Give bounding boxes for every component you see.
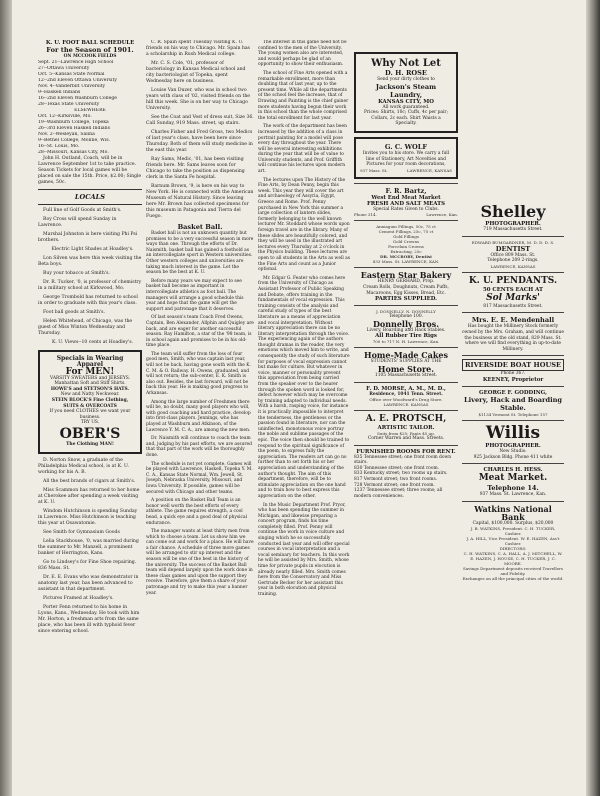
godding-sub: Livery, Hack and Boarding Stable.: [463, 395, 563, 412]
protsch-sub: ARTISTIC TAILOR.: [377, 425, 435, 432]
bartz-city: Lawrence, Kan.: [426, 212, 458, 218]
parties-supplied: PARTIES SUPPLIED.: [374, 296, 438, 303]
local-item: Foot ball goods at Smith's.: [43, 309, 105, 315]
bartz-heading: FRESH AND SALT MEATS: [366, 200, 446, 207]
obers-tagline: The Clothing MAN!: [66, 441, 114, 447]
donnelly-people: J. DONNELLY. N. DONNELLY: [376, 309, 436, 315]
protsch-name: A. E. PROTSCH,: [365, 414, 447, 425]
game-item: 9--Bethel College, Moline, Wis.: [38, 137, 111, 143]
specials-line: HOWE'S and STETSON'S HATS.: [50, 386, 130, 392]
laundry-ad: [354, 52, 458, 133]
article-paragraph: Before many years we may expect to see basket ball become as important in intercollegiate athletics as foot ball. The managers will arrange a good schedule this year and hope that the game will get the support and patronage that it deserves.: [146, 278, 244, 312]
bakery-items: Cream Rolls, Doughnuts, Cream Puffs, Macaroons, Egg Kisses, Bread, Etc.: [363, 284, 449, 296]
price-item: Porcelain Crowns: [388, 244, 424, 250]
donnelly-sub: Livery, Boarding and Hack Stables.: [366, 327, 446, 333]
schedule-note: John H. Outland, Coach, will be in Lawrence September 1st to take practice. Season Tickets for local games will be placed on sale the 15th. Price, $2.00; Single games, 50c.: [38, 155, 142, 185]
local-item: Lon Silven was here this week visiting the Beta boys.: [38, 255, 142, 267]
divider: [38, 204, 142, 205]
protsch-address: Corner Warren and Mass. Streets.: [367, 436, 445, 442]
shelley-ad: [462, 200, 564, 236]
willis-name: Willis: [485, 422, 541, 443]
game-item: Nov. 4--Vanderbilt University: [38, 83, 106, 89]
game-list: [38, 60, 142, 156]
donnelly-tires: All Rubber Tire Rigs: [375, 333, 437, 340]
bakery-owner: HENRY GERHARD, Prop.: [377, 279, 435, 285]
football-place: ON MCCOOK FIELDS: [63, 54, 117, 59]
local-item: Full line of Golf Goods at Smith's.: [43, 207, 122, 213]
boat-house-name: RIVERSIDE BOAT HOUSE: [462, 359, 564, 371]
game-item: 12--2nd Eleven Ottawa University: [38, 77, 117, 83]
column-2: [146, 40, 254, 599]
boat-house-ad: [462, 355, 564, 386]
godding-name: GEORGE F. GODDING,: [479, 389, 547, 396]
bartz-phone: Phone 314.: [354, 212, 377, 218]
bank-officer-line: C. H. WATKINS, C. A. HALL, A. J. MITCHELL, W. E. HAZEN, J. HOUSE, C. H. TUCKER, J. C. MOORE.: [463, 551, 563, 567]
wolf-ad: [354, 137, 458, 179]
game-item: Nov. 2--Wesleyan, Salina: [38, 131, 95, 137]
morse-office: Office over Woodward's Drug Store.: [369, 397, 443, 403]
rose-line: Send your dirty clothes to: [377, 77, 435, 82]
bank-officer-line: J. A. HILL, Vice President. W. E. HAZEN, Ass't Cashier.: [466, 536, 560, 547]
game-item: Oct. 12--Kirksville, Mo.: [38, 113, 92, 119]
bank-name: Watkins National Bank: [474, 503, 552, 522]
basketball-heading: Basket Ball.: [177, 223, 223, 231]
specials-line: Manhattan Soft and Stiff Shirts.: [54, 381, 126, 387]
laundry-city: KANSAS CITY, MO: [378, 98, 434, 105]
local-item: Go to Lindsey's for Fine Shoe repairing. 836 Mass. St.: [38, 559, 137, 571]
shelley-sub: PHOTOGRAPHER.: [485, 221, 541, 227]
morse-city: LAWRENCE. KANSAS: [383, 402, 429, 408]
room-item: 830 Tennessee street; one front room.: [354, 465, 440, 471]
bakery-ad: [354, 267, 458, 305]
local-item: Electric Light Shades at Hoadley's.: [51, 246, 134, 252]
donnelly-ad: [354, 305, 458, 347]
morse-ad: [354, 382, 458, 411]
game-item: 16--2nd Eleven Washburn College: [38, 95, 117, 101]
hess-ad: [462, 463, 564, 501]
column-3: [258, 40, 350, 601]
hess-name: CHARLES H. HESS.: [483, 467, 543, 474]
book-binding-right: [586, 0, 600, 796]
price-item: Anniagum Fillings, 50c, 75 ct: [376, 224, 436, 230]
specials-line: STEIN BLOCK'S Fine Clothing, SUITS & OVERCOATS: [51, 397, 129, 409]
local-item: Porter Fenn returned to his home in Lyons, Kans., Wednesday. He took with him Mr. Horton, a freshman arts from the same place, who has been ill with typhoid fever since entering school.: [38, 604, 140, 634]
bank-officer-line: Exchanges on all the principal cities of the world.: [462, 576, 564, 582]
locals-heading: LOCALS: [74, 192, 106, 201]
article-paragraph: Mr. Edgar G. Feater who comes here from the University of Chicago as Assistant Professor of Public Speaking and Debate, offers training in the fundamentals of vocal expression. This training consists of the analysis and careful study of types of the best literature as a means of appreciation and vocal interpretation. Without literary appreciation there can be no literary interpretation through the voice. The experiencing again of the authors thought dramas in the reader, the very emotions which moved him to write, and consequently the study of such literature for purposes of vocal expression cannot but make for culture. But whatever in voice, manner or personality prevent this appreciation from being carried from the speaker over to the hearer through the spoken word is looked for, defect however which may be overcome by training adapted to individual needs. With a harsh, rasping voice, for instance it is practically impossible to interpret the tenderness, the gentleness or the passion found in literature, nor can the uninflected, monotonous voice portray the noble and sublime passages of the epic. The voice then should be trained to respond to the spiritual significance of the poem, to express fully the appreciation. The readers art can go no further than to set forth his or her appreciation and understanding of the author's thought. The aim of this department, therefore, will be to stimulate appreciation on the one hand and to train how to best express this appreciation on the other.: [258, 275, 350, 499]
wolf-name: G. C. WOLF: [384, 142, 428, 151]
bank-officer-line: Savings Department deposits received Travellers and Fidelity.: [462, 566, 564, 577]
bank-capital: Capital, $100,000. Surplus, $20,000: [472, 520, 554, 526]
dentist-address: 833 Mass. St. LAWRENCE, KAN.: [372, 259, 440, 265]
article-paragraph: Basket ball is not an unknown quantity but promises to be a very successful season in more ways than one. Through the efforts of Dr. Naismith, basket ball has gained a foothold as an intercollegiate sport in Western universities. Other western colleges and universities are taking much interest in the game. Let the season be the best at K. U.: [146, 231, 254, 276]
price-item: Gold Fillings: [393, 234, 419, 240]
football-season: For the Season of 1901.: [46, 46, 134, 54]
room-item: 835 Tennessee street; one front room down stairs.: [354, 454, 452, 466]
shelley-name: Shelley: [480, 202, 546, 221]
local-item: Lelia Stackhouse, '0, was married during the summer to Mr. Manzell, a prominent banker of Herrington, Kans.: [38, 538, 139, 556]
pennants-price: 50 CENTS EACH AT: [483, 286, 543, 293]
local-item: Barnum Brown, '9, is here on his way to New York. He is connected with the American Museum of Natural History. Since leaving here Mr. Brown has collected specimens for this museum in Patagonia and Tierra del Fuego.: [146, 184, 254, 219]
donnelly-phone: Telephone 100.: [388, 314, 424, 320]
obers-advertisement: [38, 350, 142, 454]
homemade-store: Home Store.: [377, 363, 435, 374]
bank-officer-line: DIRECTORS:: [499, 546, 527, 552]
bartz-footer: [354, 212, 458, 217]
game-item: 19--Washburn College, Topeka: [38, 119, 109, 125]
article-paragraph: The school of Fine Arts opened with a remarkable enrollment, more than doubling that of last year, up to the present time. While all the departments of the school feel the increase, that of Drawing and Painting is the chief gainer more students having begun their work in this school than the whole comprised the total enrollment for last year.: [258, 70, 349, 121]
game-item: 9--Haskell Indians: [38, 89, 81, 95]
game-item: 27--Ottawa University: [38, 65, 90, 71]
bartz-ad: [354, 183, 458, 221]
rose-line: All work guaranteed.: [382, 104, 430, 110]
dentist-name: DR. MCCRORY, Dentist: [380, 254, 432, 260]
bumgardner-ad: [462, 236, 564, 272]
wolf-city: LAWRENCE, KANSAS: [406, 167, 452, 173]
pennants-ad: [462, 272, 564, 313]
godding-address: $1134 Vermont St. Telephone 157: [478, 411, 548, 417]
local-item: Helen Whitehead, of Chicago, was the guest of Miss Winton Wednesday and Thursday.: [38, 318, 133, 336]
willis-address: 925 Jackson Bldg. Phone 411 white: [473, 454, 553, 460]
dentist2-name: EDWARD BUMGARDNER, M. D. D. D. S.: [471, 239, 555, 245]
homemade-name: Home-Made Cakes: [364, 350, 448, 361]
specials-heading: Specials in Wearing Apparel: [56, 354, 124, 368]
dentist2-phone: Telephone 209 2-rings.: [487, 258, 539, 264]
protsch-ad: [354, 410, 458, 445]
donnelly-address: 700 to 717 N. H. Lawrence, Kan.: [372, 339, 440, 345]
divider: [38, 189, 142, 190]
column-1: [38, 40, 142, 638]
pennants-name: K. U. PENDANTS.: [468, 275, 558, 286]
local-item: Marshal Johnston is here visiting Phi Psi brothers.: [38, 231, 138, 243]
game-item: 28--Texas State University: [38, 101, 100, 107]
football-schedule-title: K. U. FOOT BALL SCHEDULE: [45, 40, 135, 46]
pennants-store: Sol Marks': [486, 292, 540, 303]
article-paragraph: The interest in this game need not be confined to the men of the University. The young women also are interested, and would perhaps be glad of an opportunity to show their enthusiasm.: [258, 40, 347, 68]
laundry-name: Jackson's Steam Laundry,: [375, 82, 437, 99]
article-paragraph: Of last season's team Coach Fred Owens, Captain, Ben Alexander, Allphin and Quigley are back, and are eager for another successful season. Ray Hamilton, a star of the '98 team, is in school again and promises to be in his old-time place.: [146, 315, 254, 349]
local-item: K. U. Views--10 cents at Hoadley's.: [51, 339, 134, 345]
specials-line: If you need CLOTHES we want your business.: [49, 409, 131, 420]
article-paragraph: The manager wants at least thirty men from which to choose a team. Let us show him we can come out and work for a place. He will have a fair chance. A schedule of three more games will be arranged to stir up interest and the season will be one of the best in the history of the university. The success of the Basket Ball team will depend largely upon the work done in these class games and upon the support they receive. Therefore, give them a share of your patronage and try to make this year a banner year.: [146, 529, 254, 596]
price-item: Cement Fillings, 25c, 75 ct: [378, 229, 434, 235]
local-item: Miss Scammon has returned to her home at Cherokee after spending a week visiting at K. U.: [38, 487, 140, 505]
protsch-suits: Suits from $25; Pants $5 up.: [377, 431, 435, 437]
room-item: 1237 Tennessee street; three rooms; all modern conveniences.: [354, 488, 443, 499]
local-item: See Smith for Gymnasium Goods: [43, 529, 120, 535]
wolf-footer: [360, 168, 452, 173]
godding-ad: [462, 386, 564, 420]
local-item: Mr. C. S. Cole, '01, professor of bacteriology in Kansas Medical school and city bacteriologist of Topeka, spent Wednesday here on business.: [146, 61, 246, 84]
book-binding-left: [0, 0, 12, 796]
mendenhall-name: Mrs. E. E. Mendenhall: [471, 316, 555, 325]
why-not-heading: Why Not Let: [371, 58, 441, 69]
article-paragraph: The schedule is not yet complete. Games will be played with Lawrence, Haskell, Topeka Y. M. C. A., Kansas State Normal, Wm. Jewell, St. Joseph, Nebraska University, Missouri, and Iowa University. If possible, games will be secured with Chicago and other teams.: [146, 461, 253, 495]
hess-sub: Meat Market.: [478, 473, 548, 484]
game-item: 28--Missouri, Kansas City, Mo.: [38, 149, 109, 155]
homemade-address: 1105 Massachusetts Street.: [374, 372, 438, 378]
local-item: See the Coat and Vest of dress suit, Size 36. Call Sunday, 919 Mass. street, up stairs.: [146, 115, 254, 126]
bank-officer-line: J. B. WATKINS, President. C. H. TUCKER, Cashier.: [470, 526, 556, 537]
specials-line: TRY US.: [80, 420, 100, 426]
specials-line: New and Natty Neckwear.: [60, 392, 120, 398]
for-men: For MEN!: [65, 366, 115, 377]
bartz-sub: West End Meat Market: [371, 194, 441, 201]
homemade-ad: [354, 347, 458, 381]
local-item: Ray Sams, Medic, '01, has been visiting friends here. Mr. Sams leaves soon for Chicago to take the position as dispensing clerk in the Santa Fe hospital.: [146, 157, 245, 180]
article-paragraph: The lectures upon The History of the Fine Arts, by Dean Penny, begin this week. This year they will cover the art and archaeology of Assyria, Egypt, Greece and Rome. Prof. Penny purchased in New York this summer a large collection of lantern slides, formerly belonging to the well known lecturer Mr. Stoddard whose words upon foreign travel are in the library. Many of these slides are beautifully colored, and they will be used in the illustrated art lectures every Thursday at 2 o'clock in the Physics building. These lectures are open to all students in the Arts as well as the Fine Arts and count as a Junior optional.: [258, 177, 350, 273]
wolf-text: Invites you to his store. We carry a full line of Stationery, Art Novelties and Pictures for your room decorations,: [362, 150, 450, 168]
local-item: Dr. E. E. Evans who was demonstrator in anatomy last year, has been advanced to assistant in that department.: [38, 574, 139, 592]
bakery-name: Eastern Star Bakery: [360, 270, 452, 281]
room-item: 817 Vermont street; two front rooms.: [354, 477, 438, 483]
room-item: 728 Vermont street; one front room.: [354, 482, 435, 488]
mendenhall-ad: [462, 312, 564, 355]
rooms-ad: [354, 445, 458, 503]
game-item: ELSEWHERE: [74, 107, 106, 113]
dentist-ad: [354, 220, 458, 267]
local-item: D. Norton Snow, a graduate of the Philadelphia Medical school, is at K. U. working for his A. B.: [38, 457, 129, 475]
game-item: Sept. 21--Lawrence High School: [38, 59, 114, 65]
local-item: Charles Fisher and Fred Gross, two Medics of last year's class, have been here since Thursday. Both of them will study medicine in the east this year.: [146, 130, 253, 153]
boat-house-phone: Phone 367.: [500, 371, 526, 377]
local-item: Dr. R. Tucker, '0, is professor of chemistry in a military school at Kirkwood, Mo.: [38, 279, 142, 291]
local-item: Pictures Framed at Hoadley's.: [43, 595, 114, 601]
bank-ad: [462, 501, 564, 585]
obers-name: OBER'S: [59, 425, 121, 442]
morse-name: F. D. MORSE, A. M., M. D.,: [366, 385, 446, 392]
article-paragraph: In the Music Department Prof. Pryor, who has been spending the summer in Michigan, and likewise preparing a concert program, finds his time completely filled. Prof. Penny will continue the work in voice culture and singing which he so successfully conducted last year and will offer special courses in vocal interpretation and a vocal seminary for teachers. In this work he will be assisted by Mrs. Smith, whose time for private pupils in elocution is already nearly filled. Mrs. Smith comes here from the Conservatory and Miss Gertrude Becker for her assistant this year in both elocution and physical training.: [258, 502, 350, 597]
keeney-name: KEENEY, Proprietor: [482, 376, 544, 383]
specials-line: VARSITY SWEATERS and JERSEYS.: [49, 375, 131, 381]
dentist2-office: Office 809 Mass. St.: [490, 252, 536, 258]
local-item: Louise Van Duzer, who was in school two years with class of '02, visited friends on the hill this week. She is on her way to Chicago University.: [146, 88, 251, 111]
article-paragraph: A position on the Basket Ball Team is an honor well worth the best efforts of every athlete. The game requires strength, a cool head, a quick eye and a good deal of physical endurance.: [146, 498, 248, 526]
local-item: Windom Hutchinson is spending Sunday in Lawrence. Miss Hutchinson is teaching this year at Osawatomie.: [38, 508, 138, 526]
local-item: C. R. Spain spent Tuesday visiting K. U. friends on his way to Chicago. Mr. Spain has a scholarship in Rush Medical college.: [146, 40, 250, 57]
willis-sub: PHOTOGRAPHER.: [485, 442, 541, 449]
wolf-address: 937 Mass. St.: [360, 167, 388, 173]
local-item: Buy your tobacco at Smith's.: [43, 270, 110, 276]
article-paragraph: The team will suffer from the loss of four good men, Smith, who was captain last year, will not be back, having gone south with the K. C. M. & O. Railway. H. Owens, graduated, and will not return; the sub-center, E. K. Smith is also out. Besides, the last forward, will not be back this year. He is making good progress to Arkansas.: [146, 351, 251, 397]
local-item: Roy Cross will spend Sunday in Lawrence.: [38, 216, 117, 228]
donnelly-name: Donnelly Bros.: [372, 318, 440, 329]
bartz-special: Special Rates Given to Clubs.: [373, 206, 439, 212]
willis-studio: New Studio.: [499, 448, 527, 454]
article-paragraph: Dr. Naismith will continue to coach the team and, judging by his past efforts, we are assured that that part of the work will be thoroughly done.: [146, 436, 252, 458]
article-paragraph: The work of the department has been increased by the addition of a class in portrait painting for a model will pose every day throughout the year. There will be several interesting exhibitions during the year that will be of value to University students, and Prof. Griffith will continue his lectures upon modern art.: [258, 124, 347, 175]
column-4: [354, 40, 458, 502]
rose-name: D. H. ROSE: [385, 69, 427, 77]
shelley-address: 719 Massachusetts Street.: [483, 227, 543, 232]
price-item: Gold Crowns: [392, 239, 420, 245]
rooms-heading: FURNISHED ROOMS FOR RENT.: [356, 448, 456, 455]
game-item: 16--St. Louis, Mo.: [38, 143, 80, 149]
hess-address: 937 Mass. St. Lawrence, Kan.: [479, 492, 547, 498]
room-item: 833 Kentucky street; two rooms up stairs.: [354, 471, 448, 477]
column-5: [462, 40, 564, 584]
mendenhall-text: Has bought the Millinery Stock formerly owned by the Mrs. Graham, and will continue the business at the old stand, 829 Mass. St. where we will find everything in up-to-date Millinery.: [462, 324, 564, 352]
game-item: 26--3rd Eleven Haskell Indians: [38, 125, 110, 131]
local-item: All the best brands of cigars at Smith's.: [43, 478, 136, 484]
price-item: Extracting, 25c: [390, 249, 422, 255]
homemade-sub: STUDENTS' SUPPLIES AT THE: [370, 359, 442, 365]
dentist2-city: LAWRENCE, KANSAS: [490, 263, 536, 269]
hess-phone: Telephone 14.: [487, 484, 539, 493]
pennants-address: 817 Massachusetts Street.: [483, 303, 543, 309]
bartz-name: F. R. Bartz,: [385, 186, 427, 195]
dentist2-title: DENTIST: [495, 244, 531, 253]
local-item: George Trombold has returned to school in order to graduate with this year's class.: [38, 294, 138, 306]
willis-ad: [462, 420, 564, 463]
basketball-article: [146, 231, 254, 596]
game-item: Oct. 5--Kansas State Normal: [38, 71, 105, 77]
morse-residence: Residence, 1041 Tenn. Street.: [369, 391, 443, 397]
laundry-prices: Prices: Shirts, 10c; Cuffs, 4c per pair; Collars, 2c each. Shirt Waists a Specialty.: [363, 110, 449, 127]
article-paragraph: Among the large number of Freshmen there will be, no doubt, many good players who will, with good coaching and hard practice, develop into first-class players. Jennings, who has played at Washburn and Atkinson, of the Lawrence Y. M. C. A., are among the new men.: [146, 399, 251, 433]
